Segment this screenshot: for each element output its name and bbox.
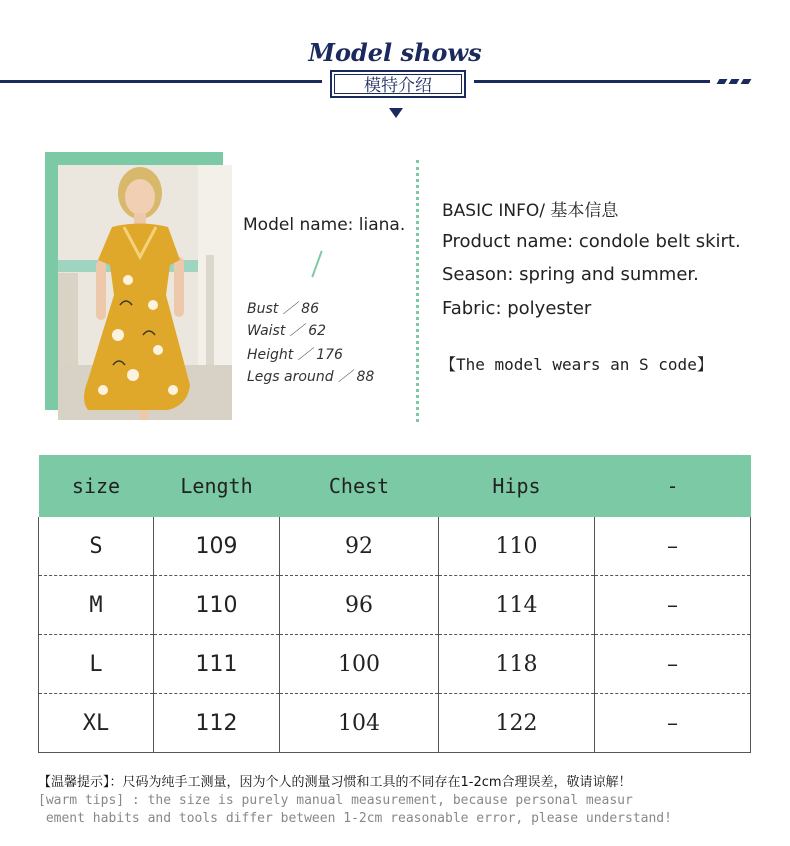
measurement-value: 62 (308, 323, 327, 339)
measurement-label: Height (247, 347, 294, 363)
cell-hips: 110 (439, 517, 595, 576)
measurement-bust: Bust ／ 86 (247, 301, 319, 317)
cell-length: 109 (154, 517, 280, 576)
cell-extra: – (595, 517, 751, 576)
header-dash (741, 79, 752, 84)
table-row (39, 635, 751, 694)
cell-chest: 104 (280, 694, 439, 753)
measurement-label: Waist (247, 323, 286, 339)
product-name: Product name: condole belt skirt. (442, 231, 741, 252)
table-row (39, 694, 751, 753)
cell-chest: 92 (280, 517, 439, 576)
cell-size: XL (39, 694, 154, 753)
cell-extra: – (595, 576, 751, 635)
model-photo (58, 165, 232, 420)
table-header-row (39, 455, 751, 517)
measurement-height: Height ／ 176 (247, 347, 343, 363)
header-chest: Chest (280, 455, 439, 517)
cell-size: S (39, 517, 154, 576)
cell-size: M (39, 576, 154, 635)
measurement-legs: Legs around ／ 88 (247, 369, 375, 385)
cell-size: L (39, 635, 154, 694)
cell-hips: 122 (439, 694, 595, 753)
tip-chinese: 【温馨提示】：尺码为纯手工测量，因为个人的测量习惯和工具的不同存在1-2cm合理误差，敬请谅解！ (38, 775, 632, 790)
header-dash (729, 79, 740, 84)
tip-english-line-2: ement habits and tools differ between 1-2cm reasonable error, please understand! (38, 811, 672, 826)
dotted-divider (416, 160, 419, 422)
slash-divider (311, 251, 322, 278)
measurement-label: Legs around (247, 369, 334, 385)
table-row (39, 576, 751, 635)
header-badge-label: 模特介绍 (334, 74, 462, 94)
header-dash (717, 79, 728, 84)
tip-english-line-1: [warm tips] : the size is purely manual measurement, because personal measur (38, 793, 633, 808)
cell-chest: 100 (280, 635, 439, 694)
measurement-waist: Waist ／ 62 (247, 323, 327, 339)
cell-length: 110 (154, 576, 280, 635)
basic-info-title: BASIC INFO/ 基本信息 (442, 201, 619, 221)
model-name-value: liana. (358, 215, 406, 235)
header-hips: Hips (439, 455, 595, 517)
section-title: Model shows (308, 38, 482, 67)
triangle-down-icon (389, 108, 403, 118)
cell-extra: – (595, 635, 751, 694)
size-table (38, 455, 751, 753)
header-extra: - (595, 455, 751, 517)
fabric: Fabric: polyester (442, 298, 592, 319)
header-badge (330, 70, 466, 98)
cell-length: 112 (154, 694, 280, 753)
measurement-value: 88 (356, 369, 375, 385)
cell-chest: 96 (280, 576, 439, 635)
table-row (39, 517, 751, 576)
cell-hips: 114 (439, 576, 595, 635)
cell-length: 111 (154, 635, 280, 694)
header-rule-right (474, 80, 710, 83)
measurement-label: Bust (247, 301, 279, 317)
model-name-label: Model name: (243, 215, 354, 235)
model-size-note: 【The model wears an S code】 (440, 355, 713, 374)
header-length: Length (154, 455, 280, 517)
header-size: size (39, 455, 154, 517)
cell-extra: – (595, 694, 751, 753)
cell-hips: 118 (439, 635, 595, 694)
model-name-row (243, 215, 405, 235)
measurement-value: 176 (316, 347, 343, 363)
season: Season: spring and summer. (442, 264, 699, 285)
measurement-value: 86 (301, 301, 319, 317)
header-rule-left (0, 80, 322, 83)
